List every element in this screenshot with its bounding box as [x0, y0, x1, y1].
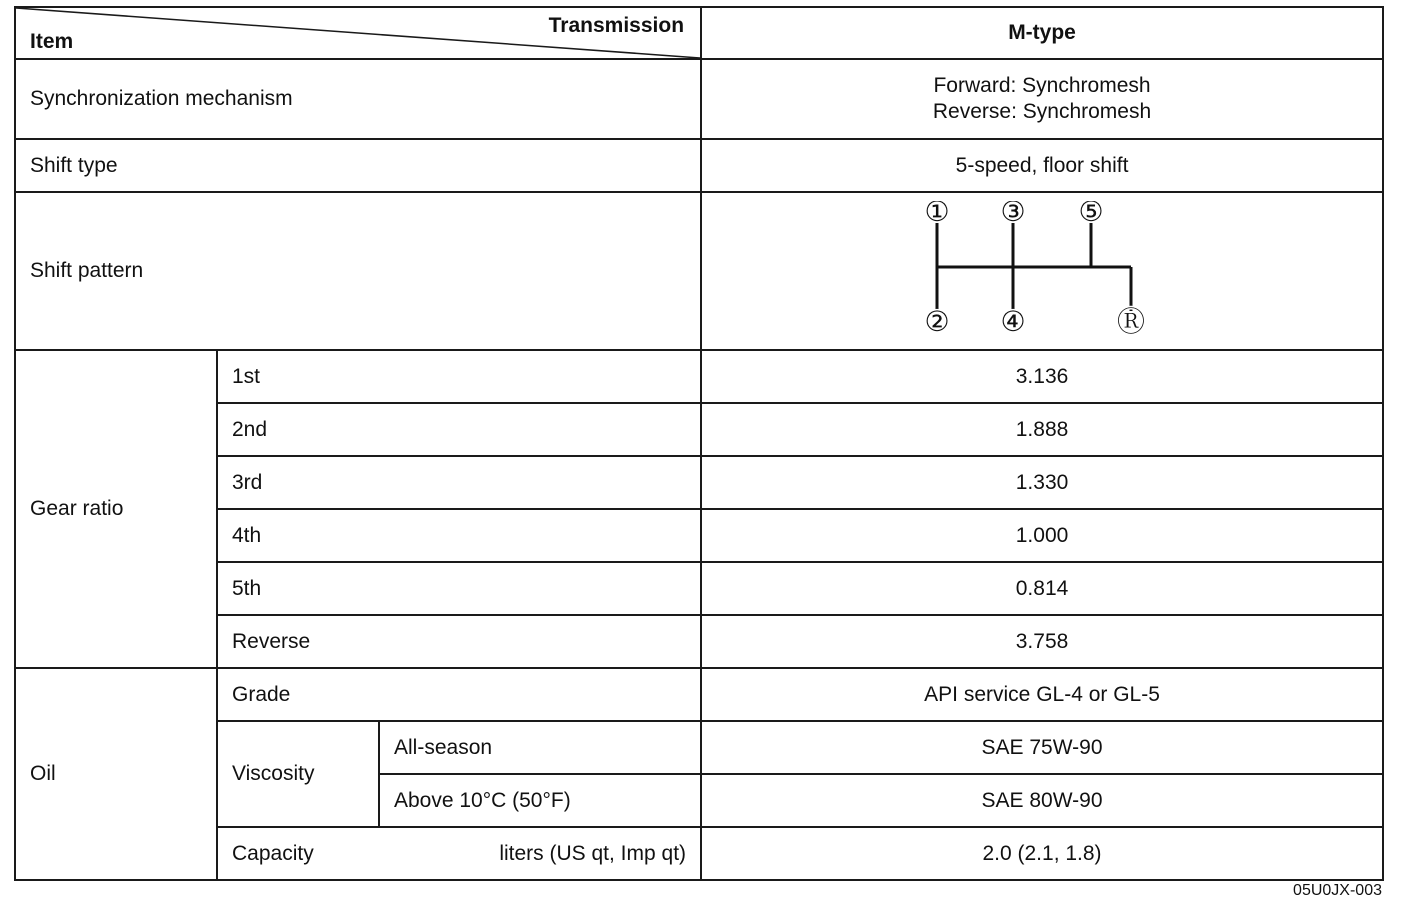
oil-capacity-value: 2.0 (2.1, 1.8): [701, 827, 1383, 880]
shift-pattern-cell: [701, 192, 1383, 350]
gear-ratio-value: 1.888: [701, 403, 1383, 456]
gear-5-label: ⑤: [1078, 201, 1104, 228]
oil-label: Oil: [15, 668, 217, 880]
gear-name: 4th: [217, 509, 701, 562]
gear-ratio-label: Gear ratio: [15, 350, 217, 668]
header-row: [15, 7, 1383, 59]
oil-grade-row: [15, 668, 1383, 721]
oil-viscosity-label: Viscosity: [217, 721, 379, 827]
viscosity-all-season-value: SAE 75W-90: [701, 721, 1383, 774]
gear-ratio-value: 0.814: [701, 562, 1383, 615]
diagonal-header-cell: [15, 7, 701, 59]
specification-table: [14, 6, 1384, 881]
gear-ratio-value: 1.000: [701, 509, 1383, 562]
gear-ratio-row-reverse: [15, 615, 1383, 668]
shift-pattern-label: Shift pattern: [15, 192, 701, 350]
synchronization-reverse-value: Reverse: Synchromesh: [932, 100, 1152, 123]
gear-1-label: ①: [924, 201, 950, 228]
viscosity-above-value: SAE 80W-90: [701, 774, 1383, 827]
shift-type-value: 5-speed, floor shift: [701, 139, 1383, 192]
gear-ratio-row-3rd: [15, 456, 1383, 509]
gear-name: Reverse: [217, 615, 701, 668]
gear-ratio-value: 3.758: [701, 615, 1383, 668]
gear-3-label: ③: [1000, 201, 1026, 228]
gear-name: 2nd: [217, 403, 701, 456]
gear-reverse-label: Ⓡ: [1117, 305, 1146, 338]
oil-capacity-cell: [217, 827, 701, 880]
gear-ratio-row-1st: [15, 350, 1383, 403]
gear-4-label: ④: [1000, 305, 1026, 338]
gear-name: 3rd: [217, 456, 701, 509]
oil-grade-value: API service GL-4 or GL-5: [701, 668, 1383, 721]
m-type-column-header: M-type: [701, 7, 1383, 59]
viscosity-all-season-label: All-season: [379, 721, 701, 774]
shift-type-label: Shift type: [15, 139, 701, 192]
synchronization-forward-value: Forward: Synchromesh: [933, 74, 1151, 97]
gear-ratio-value: 3.136: [701, 350, 1383, 403]
figure-code: 05U0JX-003: [1293, 882, 1382, 899]
oil-viscosity-all-season-row: [15, 721, 1383, 774]
shift-pattern-diagram: [917, 201, 1167, 341]
gear-name: 1st: [217, 350, 701, 403]
viscosity-above-label: Above 10°C (50°F): [379, 774, 701, 827]
item-header-label: Item: [30, 30, 74, 53]
gear-ratio-row-2nd: [15, 403, 1383, 456]
synchronization-row: [15, 59, 1383, 139]
oil-grade-label: Grade: [217, 668, 701, 721]
synchronization-label: Synchronization mechanism: [15, 59, 701, 139]
shift-type-row: [15, 139, 1383, 192]
oil-capacity-row: [15, 827, 1383, 880]
oil-capacity-unit: liters (US qt, Imp qt): [499, 841, 687, 865]
gear-ratio-row-5th: [15, 562, 1383, 615]
gear-ratio-row-4th: [15, 509, 1383, 562]
gear-name: 5th: [217, 562, 701, 615]
shift-pattern-row: [15, 192, 1383, 350]
transmission-header-label: Transmission: [548, 14, 685, 37]
gear-2-label: ②: [924, 305, 950, 338]
gear-ratio-value: 1.330: [701, 456, 1383, 509]
synchronization-value: [701, 59, 1383, 139]
oil-capacity-label: Capacity: [232, 841, 314, 865]
